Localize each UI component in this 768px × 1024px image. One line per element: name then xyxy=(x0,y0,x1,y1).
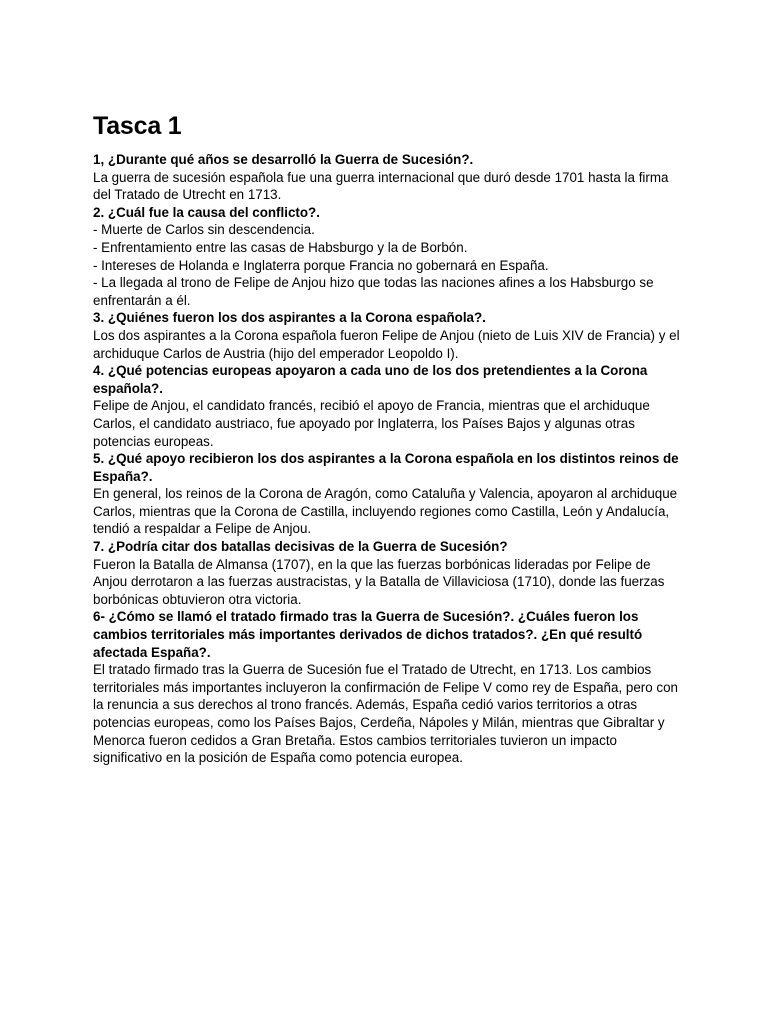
question-4: 4. ¿Qué potencias europeas apoyaron a cada uno de los dos pretendientes a la Corona española?. xyxy=(93,363,648,396)
question-2: 2. ¿Cuál fue la causa del conflicto?. xyxy=(93,204,320,220)
answer-2-line-4: - La llegada al trono de Felipe de Anjou hizo que todas las naciones afines a los Habsburgo se enfrentarán a él. xyxy=(93,275,654,308)
answer-4: Felipe de Anjou, el candidato francés, recibió el apoyo de Francia, mientras que el archiduque Carlos, el candidato austriaco, fue apoyado por Inglaterra, los Países Bajos y algunas otras potencias europeas. xyxy=(93,398,650,449)
answer-1: La guerra de sucesión española fue una guerra internacional que duró desde 1701 hasta la firma del Tratado de Utrecht en 1713. xyxy=(93,169,669,203)
answer-2-line-2: - Enfrentamiento entre las casas de Habsburgo y la de Borbón. xyxy=(93,239,468,255)
question-7: 7. ¿Podría citar dos batallas decisivas de la Guerra de Sucesión? xyxy=(93,539,508,555)
answer-3: Los dos aspirantes a la Corona española fueron Felipe de Anjou (nieto de Luis XIV de Francia) y el archiduque Carlos de Austria (hijo del emperador Leopoldo I). xyxy=(93,327,680,361)
section-1 xyxy=(93,151,683,204)
section-6 xyxy=(93,608,683,766)
answer-5: En general, los reinos de la Corona de Aragón, como Cataluña y Valencia, apoyaron al archiduque Carlos, mientras que la Corona de Castilla, incluyendo regiones como Castilla, León y Andalucía, tendió a respaldar a Felipe de Anjou. xyxy=(93,486,678,537)
document-page xyxy=(93,110,683,767)
document-title: Tasca 1 xyxy=(93,112,182,140)
question-1: 1, ¿Durante qué años se desarrolló la Guerra de Sucesión?. xyxy=(93,152,474,167)
answer-2-line-1: - Muerte de Carlos sin descendencia. xyxy=(93,222,315,238)
question-6: 6- ¿Cómo se llamó el tratado firmado tras la Guerra de Sucesión?. ¿Cuáles fueron los cambios territoriales más importantes derivados de dichos tratados?. ¿En qué resultó afectada España?. xyxy=(93,609,643,660)
answer-2-line-3: - Intereses de Holanda e Inglaterra porque Francia no gobernará en España. xyxy=(93,257,549,273)
answer-6: El tratado firmado tras la Guerra de Sucesión fue el Tratado de Utrecht, en 1713. Los cambios territoriales más importantes incluyeron la confirmación de Felipe V como rey de España, pero con la renuncia a sus derechos al trono francés. Además, España cedió varios territorios a otras potencias europeas, como los Países Bajos, Cerdeña, Nápoles y Milán, mientras que Gibraltar y Menorca fueron cedidos a Gran Bretaña. Estos cambios territoriales tuvieron un impacto significativo en la posición de España como potencia europea. xyxy=(93,662,679,766)
question-5: 5. ¿Qué apoyo recibieron los dos aspirantes a la Corona española en los distintos reinos de España?. xyxy=(93,451,679,484)
section-5 xyxy=(93,450,683,538)
section-3 xyxy=(93,309,683,362)
question-3: 3. ¿Quiénes fueron los dos aspirantes a la Corona española?. xyxy=(93,310,486,326)
answer-7: Fueron la Batalla de Almansa (1707), en la que las fuerzas borbónicas lideradas por Felipe de Anjou derrotaron a las fuerzas austracistas, y la Batalla de Villaviciosa (1710), donde las fuerzas borbónicas obtuvieron otra victoria. xyxy=(93,556,665,607)
section-7 xyxy=(93,538,683,608)
section-2 xyxy=(93,204,683,310)
section-4 xyxy=(93,362,683,450)
